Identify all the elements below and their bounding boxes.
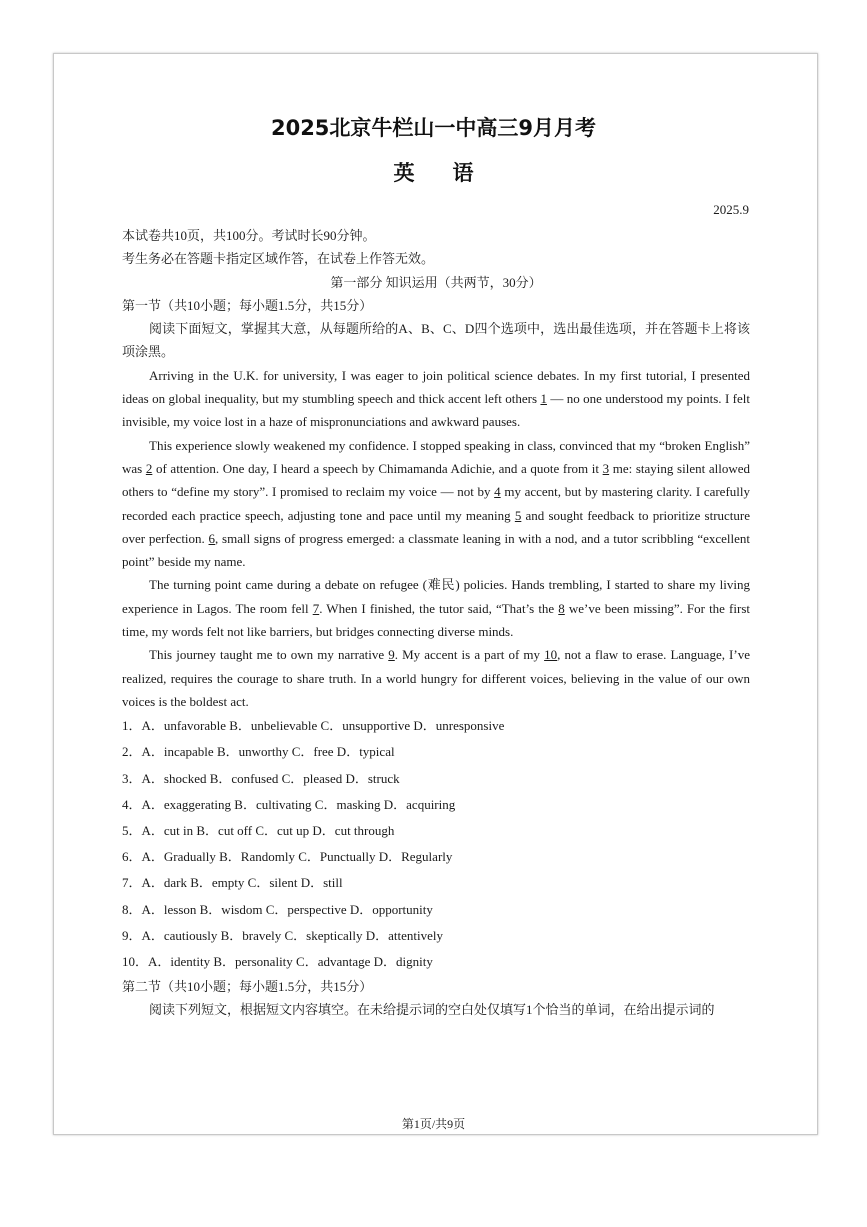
question-6: 6．A．Gradually B．Randomly C．Punctually D．Regularly xyxy=(122,849,453,865)
blank-2: 2 xyxy=(145,460,153,476)
question-9: 9．A．cautiously B．bravely C．skeptically D．attentively xyxy=(122,927,443,943)
section1-instruction: 阅读下面短文，掌握其大意，从每题所给的A、B、C、D四个选项中，选出最佳选项，并在答题卡上将该项涂黑。 xyxy=(122,321,750,360)
blank-1: 1 xyxy=(540,391,547,407)
intro-line-1: 本试卷共10页，共100分。考试时长90分钟。 xyxy=(122,228,376,243)
question-3: 3．A．shocked B．confused C．pleased D．struck xyxy=(122,770,400,786)
question-2: 2．A．incapable B．unworthy C．free D．typical xyxy=(122,744,395,760)
blank-4: 4 xyxy=(494,484,501,500)
blank-3: 3 xyxy=(602,460,610,476)
exam-title: 2025北京牛栏山一中高三9月月考 xyxy=(270,116,597,140)
blank-6: 6 xyxy=(208,530,216,546)
page-number: 第1页/共9页 xyxy=(401,1117,466,1131)
blank-8: 8 xyxy=(558,600,565,616)
passage-paragraph-4: This journey taught me to own my narrative 9. My accent is a part of my 10, not a flaw to erase. Language, I’ve realized, requires the courage to share truth. In a world hungry for different voices, believing in the value of our own voices is the boldest act. xyxy=(122,647,750,709)
passage-paragraph-2: This experience slowly weakened my confidence. I stopped speaking in class, convinced that my “broken English” was 2 of attention. One day, I heard a speech by Chimamanda Adichie, and a quote from it 3 me: staying silent allowed others to “define my story”. I promised to reclaim my voice — not by 4 my accent, but by mastering clarity. I carefully recorded each practice speech, adjusting tone and pace until my meaning 5 and sought feedback to prioritize structure over perfection. 6, small signs of progress emerged: a classmate leaning in with a nod, and a tutor scribbling “excellent point” beside my name. xyxy=(122,437,751,570)
blank-9: 9 xyxy=(388,647,395,663)
question-10: 10．A．identity B．personality C．advantage D．dignity xyxy=(122,953,433,969)
question-5: 5．A．cut in B．cut off C．cut up D．cut through xyxy=(122,822,395,838)
blank-5: 5 xyxy=(514,507,522,523)
exam-content xyxy=(122,224,750,1022)
passage-paragraph-1: Arriving in the U.K. for university, I was eager to join political science debates. In my first tutorial, I presented ideas on global inequality, but my stumbling speech and thick accent left others 1 — no one understood my points. I felt invisible, my voice lost in a haze of mispronunciations and awkward pauses. xyxy=(122,367,750,430)
question-7: 7．A．dark B．empty C．silent D．still xyxy=(122,875,343,891)
question-4: 4．A．exaggerating B．cultivating C．masking D．acquiring xyxy=(122,796,456,812)
subject-title: 英语 xyxy=(393,161,512,185)
part1-title: 第一部分 知识运用（共两节，30分） xyxy=(330,274,542,290)
passage-paragraph-3: The turning point came during a debate on refugee (难民) policies. Hands trembling, I started to share my living experience in Lagos. The room fell 7. When I finished, the tutor said, “That’s the 8 we’ve been missing”. For the first time, my words felt not like barriers, but bridges connecting diverse minds. xyxy=(122,577,750,640)
blank-7: 7 xyxy=(312,600,320,616)
question-1: 1．A．unfavorable B．unbelievable C．unsupportive D．unresponsive xyxy=(122,718,505,734)
intro-line-2: 考生务必在答题卡指定区域作答，在试卷上作答无效。 xyxy=(122,251,435,267)
section2-title: 第二节（共10小题；每小题1.5分，共15分） xyxy=(122,979,373,995)
question-8: 8．A．lesson B．wisdom C．perspective D．opportunity xyxy=(122,901,433,917)
section1-title: 第一节（共10小题；每小题1.5分，共15分） xyxy=(122,297,373,313)
exam-date: 2025.9 xyxy=(713,202,749,217)
blank-10: 10 xyxy=(544,647,558,663)
section2-instruction: 阅读下列短文，根据短文内容填空。在未给提示词的空白处仅填写1个恰当的单词，在给出提示词的 xyxy=(149,1002,715,1018)
